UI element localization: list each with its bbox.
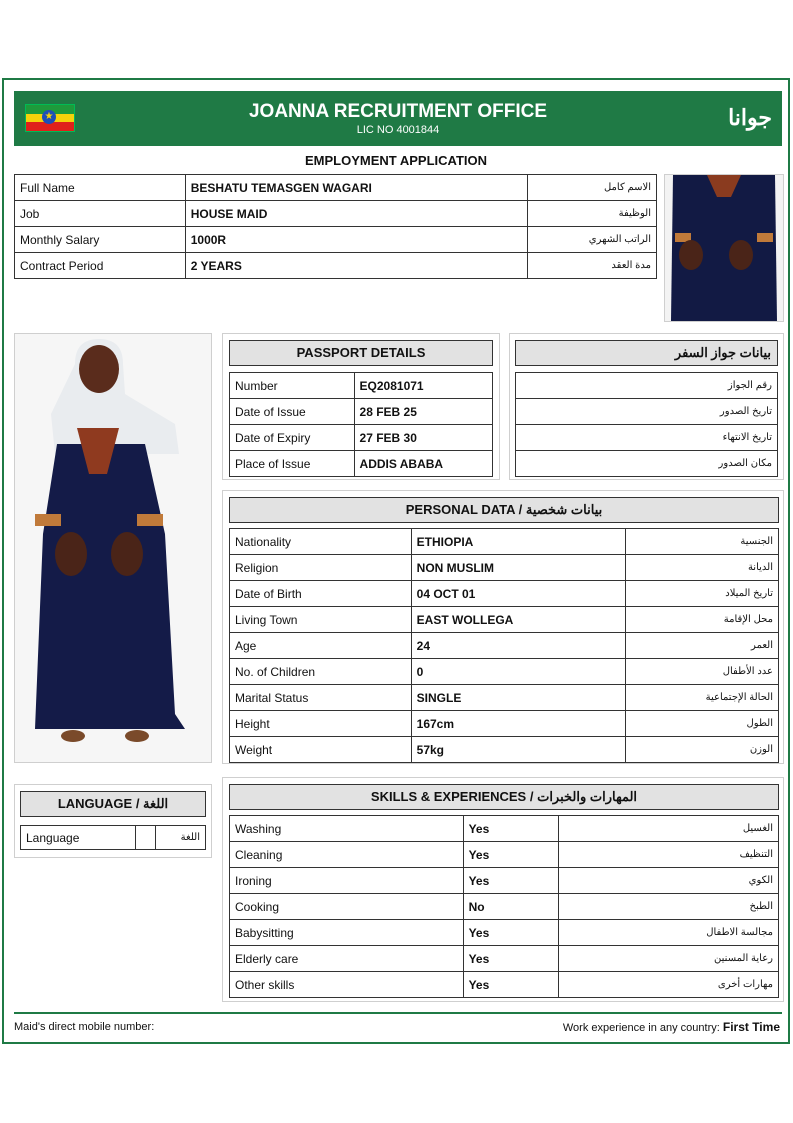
skill-label: Babysitting (230, 920, 464, 946)
skill-row (230, 972, 779, 998)
portrait-photo-small (664, 174, 784, 322)
passport-field-label: Date of Issue (230, 399, 355, 425)
passport-arabic-table (515, 372, 778, 477)
personal-row (230, 737, 779, 763)
personal-row (230, 685, 779, 711)
skill-row (230, 920, 779, 946)
personal-field-value: SINGLE (411, 685, 626, 711)
passport-panel (222, 333, 500, 480)
passport-arabic-row (516, 399, 778, 425)
skills-panel (222, 777, 784, 1002)
skill-label: Ironing (230, 868, 464, 894)
personal-row (230, 711, 779, 737)
skill-row (230, 868, 779, 894)
language-table (20, 825, 206, 850)
personal-field-label-arabic: العمر (626, 633, 779, 659)
personal-field-value: 24 (411, 633, 626, 659)
work-experience (563, 1020, 780, 1034)
applicant-row (15, 201, 657, 227)
personal-data-panel (222, 490, 784, 764)
personal-field-value: NON MUSLIM (411, 555, 626, 581)
skill-label: Washing (230, 816, 464, 842)
field-label-arabic: الاسم كامل (528, 175, 657, 201)
passport-field-value: EQ2081071 (354, 373, 492, 399)
skill-label-arabic: الغسيل (559, 816, 779, 842)
passport-field-value: 27 FEB 30 (354, 425, 492, 451)
applicant-row (15, 253, 657, 279)
passport-arabic-row (516, 425, 778, 451)
office-title: JOANNA RECRUITMENT OFFICE (248, 101, 548, 122)
skill-label-arabic: مجالسة الاطفال (559, 920, 779, 946)
personal-field-label: No. of Children (230, 659, 412, 685)
skill-label-arabic: رعاية المسنين (559, 946, 779, 972)
skill-value: Yes (463, 972, 559, 998)
field-value: 1000R (185, 227, 527, 253)
personal-field-label-arabic: الجنسية (626, 529, 779, 555)
personal-data-title: PERSONAL DATA / بيانات شخصية (229, 497, 779, 523)
personal-field-value: 57kg (411, 737, 626, 763)
passport-field-value: ADDIS ABABA (354, 451, 492, 477)
personal-field-label-arabic: الحالة الإجتماعية (626, 685, 779, 711)
passport-field-label-arabic: تاريخ الانتهاء (516, 425, 778, 451)
skill-label-arabic: مهارات أخرى (559, 972, 779, 998)
skill-value: Yes (463, 868, 559, 894)
work-experience-label: Work experience in any country: (562, 1022, 720, 1034)
passport-field-label-arabic: رقم الجواز (516, 373, 778, 399)
passport-table (229, 372, 493, 477)
personal-field-label-arabic: تاريخ الميلاد (626, 581, 779, 607)
skill-value: Yes (463, 920, 559, 946)
personal-field-label: Age (230, 633, 412, 659)
mobile-number-label: Maid's direct mobile number: (14, 1021, 155, 1033)
passport-row (230, 451, 493, 477)
field-label: Monthly Salary (15, 227, 186, 253)
field-value: 2 YEARS (185, 253, 527, 279)
passport-field-label-arabic: تاريخ الصدور (516, 399, 778, 425)
language-row (21, 826, 206, 850)
personal-field-label-arabic: الوزن (626, 737, 779, 763)
skill-row (230, 946, 779, 972)
personal-field-label-arabic: محل الإقامة (626, 607, 779, 633)
skills-title: SKILLS & EXPERIENCES / المهارات والخبرات (229, 784, 779, 810)
field-label-arabic: الوظيفة (528, 201, 657, 227)
passport-arabic-row (516, 451, 778, 477)
skill-value: Yes (463, 816, 559, 842)
skill-row (230, 894, 779, 920)
language-label: Language (21, 826, 136, 850)
skill-label: Other skills (230, 972, 464, 998)
passport-field-label: Place of Issue (230, 451, 355, 477)
language-panel (14, 784, 212, 858)
field-label-arabic: مدة العقد (528, 253, 657, 279)
personal-field-value: EAST WOLLEGA (411, 607, 626, 633)
personal-row (230, 581, 779, 607)
passport-field-label: Date of Expiry (230, 425, 355, 451)
passport-field-label: Number (230, 373, 355, 399)
personal-row (230, 529, 779, 555)
footer-divider (14, 1012, 782, 1014)
ethiopia-flag-icon: ★ (25, 104, 75, 132)
personal-field-value: ETHIOPIA (411, 529, 626, 555)
skill-value: Yes (463, 946, 559, 972)
passport-arabic-panel (509, 333, 784, 480)
work-experience-value: First Time (722, 1020, 780, 1034)
passport-field-value: 28 FEB 25 (354, 399, 492, 425)
personal-field-value: 0 (411, 659, 626, 685)
personal-row (230, 555, 779, 581)
license-number: LIC NO 4001844 (356, 124, 440, 136)
field-value: HOUSE MAID (185, 201, 527, 227)
passport-title: PASSPORT DETAILS (229, 340, 493, 366)
skill-value: Yes (463, 842, 559, 868)
office-arabic-name: جوانا (728, 105, 772, 130)
personal-field-label: Religion (230, 555, 412, 581)
personal-field-label-arabic: عدد الأطفال (626, 659, 779, 685)
passport-row (230, 425, 493, 451)
skill-label: Cleaning (230, 842, 464, 868)
personal-field-value: 04 OCT 01 (411, 581, 626, 607)
passport-field-label-arabic: مكان الصدور (516, 451, 778, 477)
personal-data-table (229, 528, 779, 763)
passport-row (230, 399, 493, 425)
applicant-row (15, 227, 657, 253)
language-value (136, 826, 156, 850)
personal-field-label: Height (230, 711, 412, 737)
field-label: Full Name (15, 175, 186, 201)
skill-label-arabic: الطبخ (559, 894, 779, 920)
passport-title-arabic: بيانات جواز السفر (515, 340, 778, 366)
passport-arabic-row (516, 373, 778, 399)
header-banner (14, 91, 782, 146)
personal-field-label: Date of Birth (230, 581, 412, 607)
skill-label: Elderly care (230, 946, 464, 972)
language-label-arabic: اللغة (156, 826, 206, 850)
applicant-row (15, 175, 657, 201)
personal-field-label-arabic: الديانة (626, 555, 779, 581)
skill-row (230, 842, 779, 868)
application-sheet (2, 78, 790, 1044)
skill-row (230, 816, 779, 842)
field-value: BESHATU TEMASGEN WAGARI (185, 175, 527, 201)
language-title: LANGUAGE / اللغة (20, 791, 206, 817)
skill-label-arabic: التنظيف (559, 842, 779, 868)
personal-row (230, 633, 779, 659)
passport-row (230, 373, 493, 399)
field-label: Job (15, 201, 186, 227)
skill-value: No (463, 894, 559, 920)
personal-field-label-arabic: الطول (626, 711, 779, 737)
field-label: Contract Period (15, 253, 186, 279)
skill-label-arabic: الكوي (559, 868, 779, 894)
personal-field-label: Marital Status (230, 685, 412, 711)
full-body-photo (14, 333, 212, 763)
skills-table (229, 815, 779, 998)
personal-field-value: 167cm (411, 711, 626, 737)
field-label-arabic: الراتب الشهري (528, 227, 657, 253)
personal-field-label: Nationality (230, 529, 412, 555)
personal-field-label: Living Town (230, 607, 412, 633)
applicant-table (14, 174, 657, 279)
personal-row (230, 659, 779, 685)
personal-row (230, 607, 779, 633)
application-title: EMPLOYMENT APPLICATION (305, 153, 487, 168)
skill-label: Cooking (230, 894, 464, 920)
personal-field-label: Weight (230, 737, 412, 763)
